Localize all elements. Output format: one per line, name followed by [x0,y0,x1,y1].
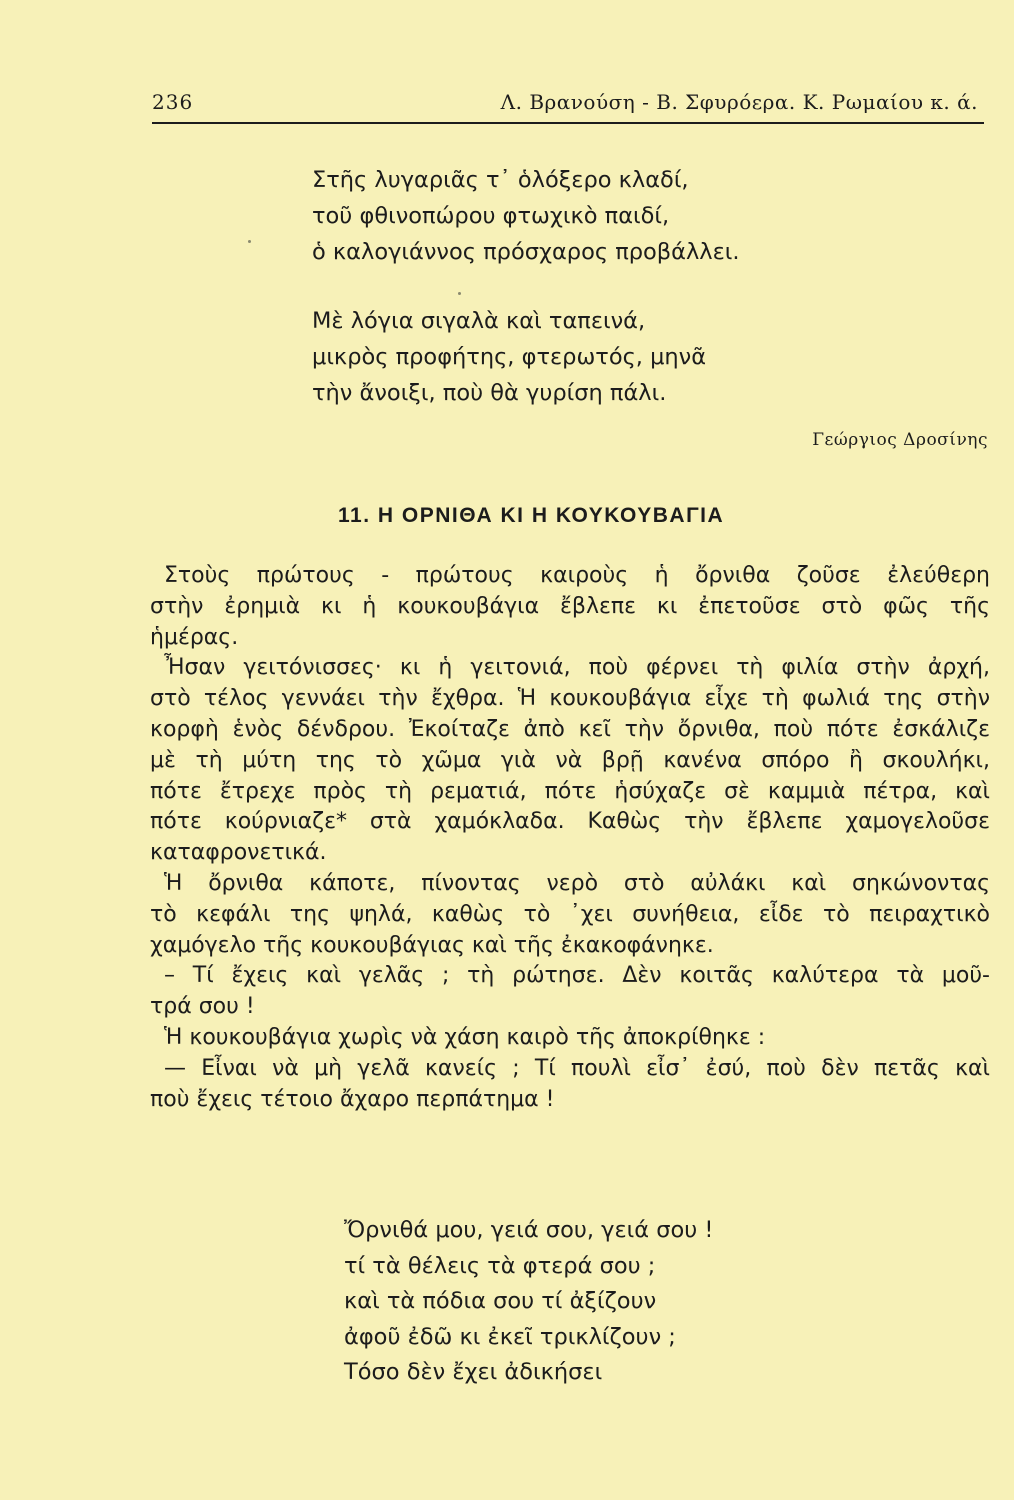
prose-line: ποὺ ἔχεις τέτοιο ἄχαρο περπάτημα ! [150,1086,555,1112]
prose-line: καταφρονετικά. [150,840,327,866]
prose-line: πότε ἔτρεχε πρὸς τὴ ρεματιά, πότε ἡσύχαζε σὲ καμμιὰ πέτρα, καὶ [150,778,990,804]
prose-line: μὲ τὴ μύτη της τὸ χῶμα γιὰ νὰ βρῇ κανένα σπόρο ἢ σκουλήκι, [150,747,990,773]
prose-text [150,561,990,1115]
poem-line: Στῆς λυγαριᾶς τ᾽ ὁλόξερο κλαδί, [312,167,689,193]
prose-line: Ἡ ὄρνιθα κάποτε, πίνοντας νερὸ στὸ αὐλάκι καὶ σηκώνοντας [164,870,990,896]
prose-line: πότε κούρνιαζε* στὰ χαμόκλαδα. Καθὼς τὴν ἔβλεπε χαμογελοῦσε [150,809,990,835]
poem-stanza-2 [312,303,706,411]
poem-stanza-3 [344,1213,713,1391]
poem-line: Μὲ λόγια σιγαλὰ καὶ ταπεινά, [312,308,646,334]
poem-line: Τόσο δὲν ἔχει ἀδικήσει [344,1359,603,1386]
poem-line: μικρὸς προφήτης, φτερωτός, μηνᾶ [312,344,707,370]
poem-line: τὴν ἄνοιξι, ποὺ θὰ γυρίση πάλι. [312,380,667,406]
poem-line: τί τὰ θέλεις τὰ φτερά σου ; [344,1252,656,1279]
paper-speck [458,292,461,295]
prose-line: στὸ τέλος γεννάει τὴν ἔχθρα. Ἡ κουκουβάγια εἶχε τὴ φωλιά της στὴν [150,686,990,712]
prose-line: ἡμέρας. [150,624,239,650]
poem-line: τοῦ φθινοπώρου φτωχικὸ παιδί, [312,203,670,229]
prose-line: κορφὴ ἑνὸς δένδρου. Ἐκοίταζε ἀπὸ κεῖ τὴν ὄρνιθα, ποὺ πότε ἐσκάλιζε [150,716,990,742]
running-head: Λ. Βρανούση - Β. Σφυρόερα. Κ. Ρωμαίου κ. ά. [500,90,978,114]
prose-line: στὴν ἐρημιὰ κι ἡ κουκουβάγια ἔβλεπε κι ἐπετοῦσε στὸ φῶς τῆς [150,593,990,619]
prose-line: τρά σου ! [150,994,255,1020]
poem-line: καὶ τὰ πόδια σου τί ἀξίζουν [344,1288,657,1315]
prose-line: τὸ κεφάλι της ψηλά, καθὼς τὸ ᾽χει συνήθεια, εἶδε τὸ πειραχτικὸ [150,901,990,927]
section-title: 11. Η ΟΡΝΙΘΑ ΚΙ Η ΚΟΥΚΟΥΒΑΓΙΑ [338,504,725,527]
prose-line: — Εἶναι νὰ μὴ γελᾶ κανείς ; Τί πουλὶ εἶσ᾽ ἐσύ, ποὺ δὲν πετᾶς καὶ [164,1055,990,1081]
prose-line: Ἡ κουκουβάγια χωρὶς νὰ χάση καιρὸ τῆς ἀποκρίθηκε : [164,1024,766,1050]
prose-line: χαμόγελο τῆς κουκουβάγιας καὶ τῆς ἐκακοφάνηκε. [150,932,714,958]
poem-line: ἀφοῦ ἐδῶ κι ἐκεῖ τρικλίζουν ; [344,1323,676,1350]
poem-line: ὁ καλογιάννος πρόσχαρος προβάλλει. [312,239,740,265]
header-rule [152,122,984,124]
prose-line: Ἦσαν γειτόνισσες· κι ἡ γειτονιά, ποὺ φέρνει τὴ φιλία στὴν ἀρχή, [164,655,990,681]
prose-line: – Τί ἔχεις καὶ γελᾶς ; τὴ ρώτησε. Δὲν κοιτᾶς καλύτερα τὰ μοῦ- [164,963,990,989]
poem-stanza-1 [312,162,740,270]
page-header [152,90,990,130]
paper-speck [248,240,251,243]
poem-author: Γεώργιος Δροσίνης [812,430,988,450]
prose-line: Στοὺς πρώτους - πρώτους καιροὺς ἡ ὄρνιθα ζοῦσε ἐλεύθερη [164,563,990,588]
poem-line: Ὄρνιθά μου, γειά σου, γειά σου ! [344,1217,714,1243]
page-number: 236 [152,90,194,114]
